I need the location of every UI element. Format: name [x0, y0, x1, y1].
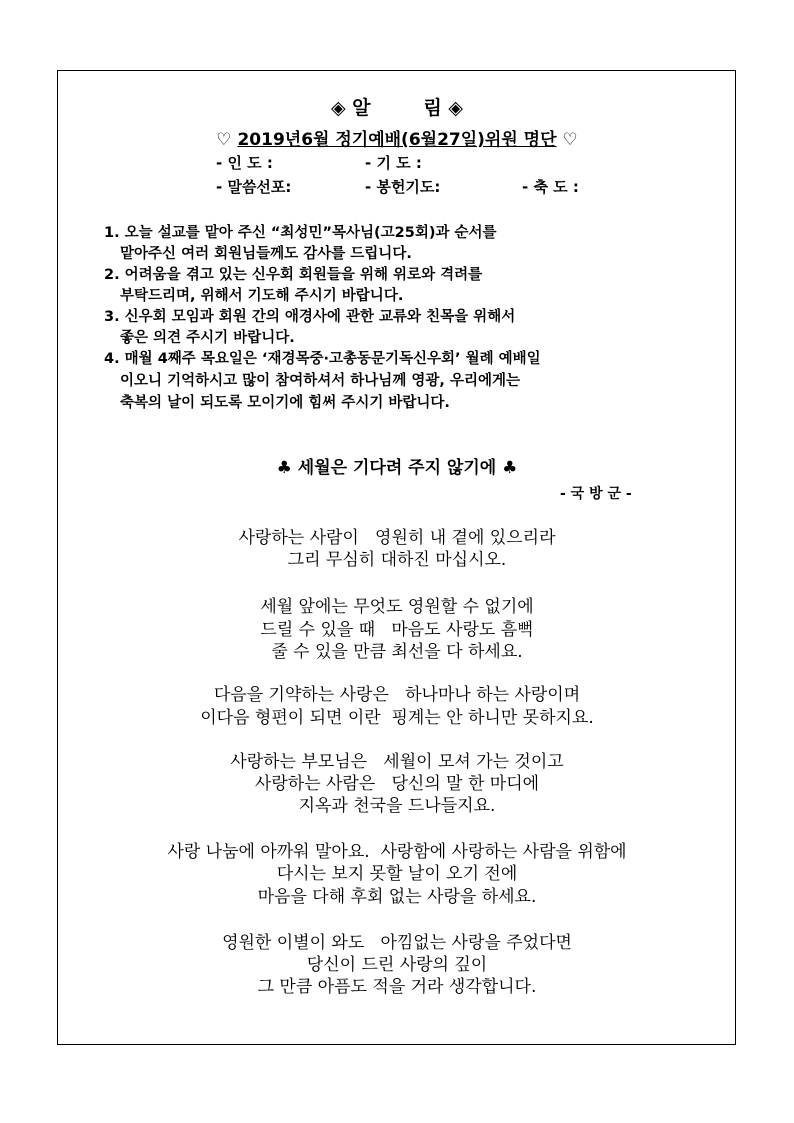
- committee-heading: [0, 125, 794, 150]
- poem-author: - 국 방 군 -: [560, 486, 632, 502]
- notice-item: 축복의 날이 되도록 모이기에 힘써 주시기 바랍니다.: [120, 395, 450, 411]
- role-offering-prayer: - 봉헌기도:: [365, 178, 441, 196]
- role-sermon: - 말씀선포:: [216, 178, 292, 196]
- poem-line: 드릴 수 있을 때 마음도 사랑도 흠뻑: [260, 620, 534, 640]
- poem-line: 줄 수 있을 만큼 최선을 다 하세요.: [271, 642, 523, 662]
- notice-item: 맡아주신 여러 회원님들께도 감사를 드립니다.: [120, 246, 412, 262]
- heart-icon: ♡: [216, 130, 238, 150]
- poem-line: 마음을 다해 후회 없는 사랑을 하세요.: [257, 887, 537, 907]
- role-prayer: - 기 도 :: [365, 154, 422, 172]
- poem-line: 세월 앞에는 무엇도 영원할 수 없기에: [260, 597, 534, 617]
- notice-item: 2. 어려움을 겪고 있는 신우회 회원들을 위해 위로와 격려를: [104, 267, 483, 283]
- poem-line: 지옥과 천국을 드나들지요.: [298, 796, 496, 816]
- notice-item: 4. 매월 4째주 목요일은 ‘재경목중·고총동문기독신우회’ 월례 예배일: [104, 351, 541, 367]
- notice-item: 부탁드리며, 위해서 기도해 주시기 바랍니다.: [120, 288, 404, 304]
- poem-line: 사랑하는 사람은 당신의 말 한 마디에: [254, 774, 540, 794]
- poem-line: 사랑하는 부모님은 세월이 모셔 가는 것이고: [230, 752, 564, 772]
- poem-line: 다음을 기약하는 사랑은 하나마나 하는 사랑이며: [213, 685, 581, 705]
- poem-line: 그 만큼 아픔도 적을 거라 생각합니다.: [257, 977, 537, 997]
- notice-item: 이오니 기억하시고 많이 참여하셔서 하나님께 영광, 우리에게는: [120, 373, 520, 389]
- committee-heading-text: 2019년6월 정기예배(6월27일)위원 명단: [237, 130, 557, 150]
- poem-line: 당신이 드린 사랑의 깊이: [306, 955, 488, 975]
- poem-line: 다시는 보지 못할 날이 오기 전에: [276, 864, 518, 884]
- poem-line: 사랑하는 사람이 영원히 내 곁에 있으리라: [238, 528, 556, 548]
- poem-title: ♣ 세월은 기다려 주지 않기에 ♣: [276, 458, 518, 478]
- role-benediction: - 축 도 :: [522, 178, 579, 196]
- poem-line: 사랑 나눔에 아까워 말아요. 사랑함에 사랑하는 사람을 위함에: [167, 842, 627, 862]
- notice-item: 1. 오늘 설교를 맡아 주신 “최성민”목사님(고25회)과 순서를: [104, 225, 497, 241]
- role-leader: - 인 도 :: [216, 154, 273, 172]
- poem-line: 이다음 형편이 되면 이란 핑계는 안 하니만 못하지요.: [200, 708, 594, 728]
- poem-line: 그리 무심히 대하진 마십시오.: [287, 550, 507, 570]
- heart-icon: ♡: [556, 130, 578, 150]
- poem-line: 영원한 이별이 와도 아낌없는 사랑을 주었다면: [222, 933, 572, 953]
- notice-title: ◈ 알 림 ◈: [330, 97, 464, 119]
- notice-item: 3. 신우회 모임과 회원 간의 애경사에 관한 교류와 친목을 위해서: [104, 309, 516, 325]
- notice-item: 좋은 의견 주시기 바랍니다.: [120, 330, 295, 346]
